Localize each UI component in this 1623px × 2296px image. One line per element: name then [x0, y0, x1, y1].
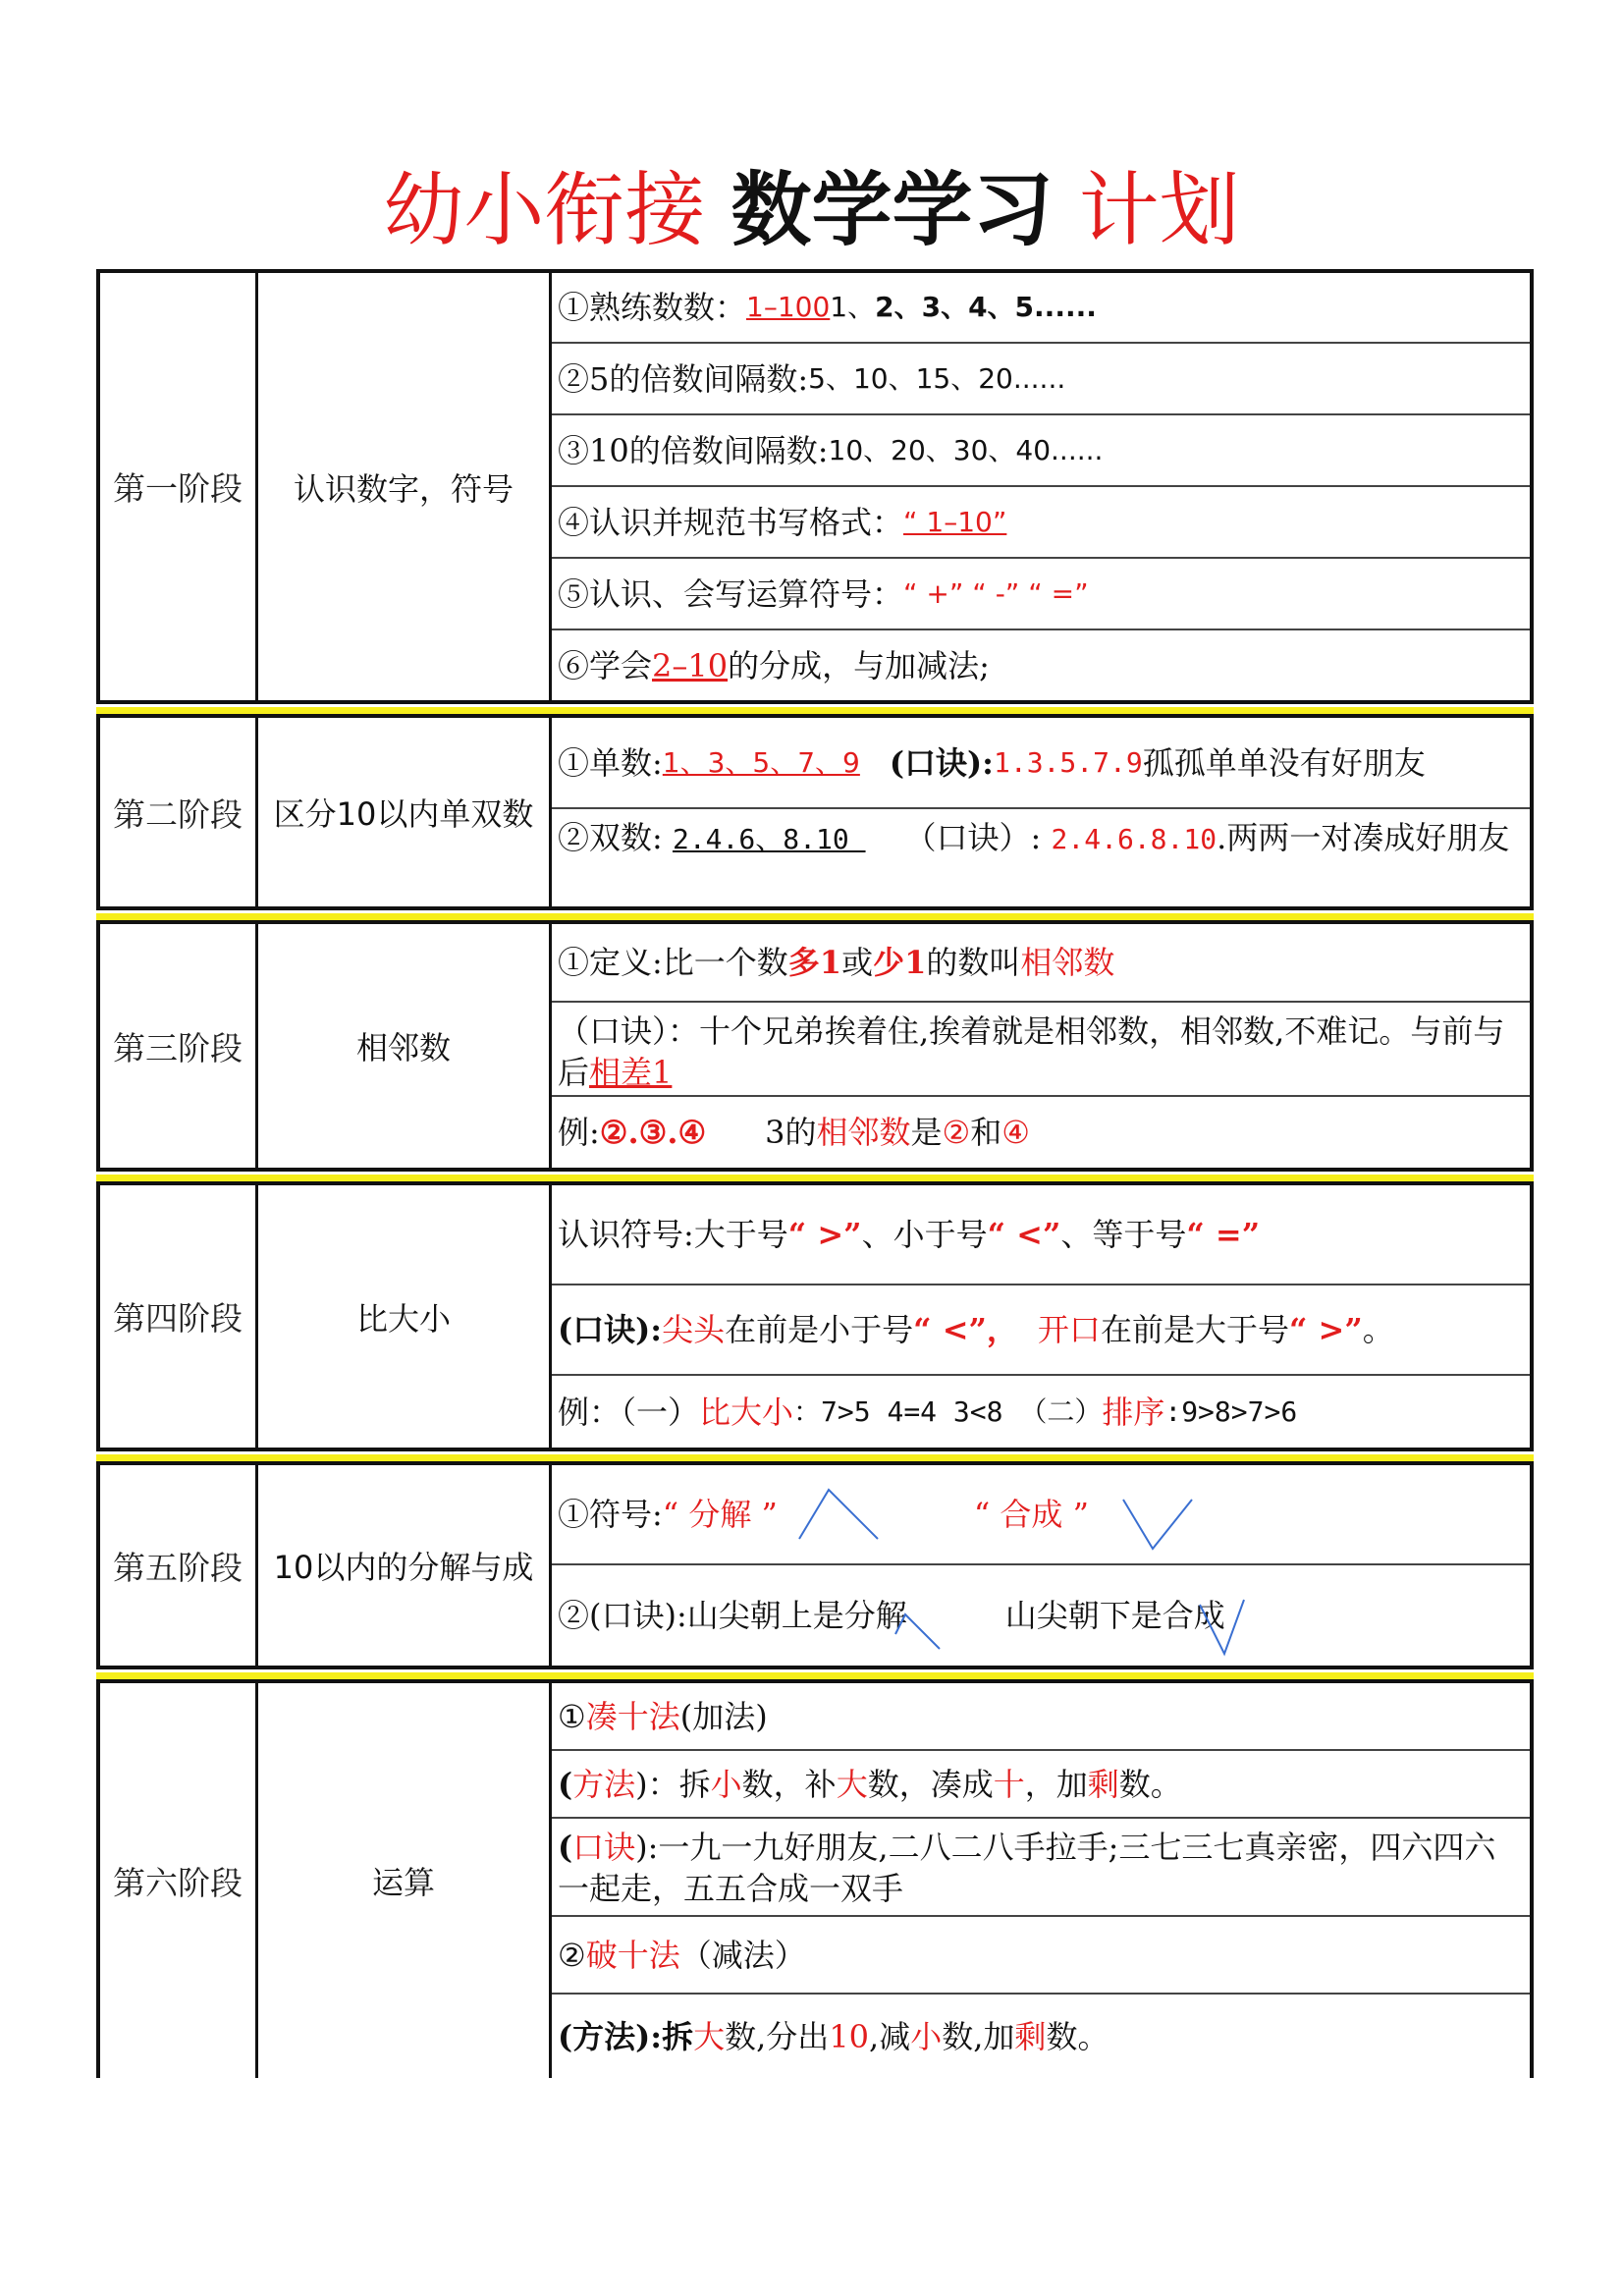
content-row: ①定义:比一个数 多1 或 少1 的数叫 相邻数 — [552, 924, 1530, 1003]
split-mark-icon — [799, 1485, 878, 1544]
merge-mark-icon — [1200, 1595, 1249, 1654]
stage-name: 第三阶段 — [100, 924, 258, 1168]
plan-table — [96, 269, 1534, 2078]
content-row: 例: ②.③.④ 3的 相邻数 是 ② 和 ④ — [558, 1114, 1030, 1151]
stage-name: 第四阶段 — [100, 1185, 258, 1448]
stage-topic: 认识数字，符号 — [258, 273, 552, 700]
content-row: (口诀): 尖头 在前是小于号 “ <”， 开口 在前是大于号 “ >” 。 — [552, 1285, 1530, 1376]
merge-mark-icon — [1123, 1495, 1192, 1554]
content-row: 例：（一） 比大小 ：7>5 4=4 3<8 （二） 排序 :9>8>7>6 — [558, 1393, 1298, 1431]
stage-topic: 相邻数 — [258, 924, 552, 1168]
page-title: 幼小衔接 数学学习 计划 — [383, 164, 1240, 257]
content-row: ⑥学会 2–10 的分成，与加减法; — [558, 646, 990, 684]
content-row: （口诀）：十个兄弟挨着住,挨着就是相邻数，相邻数,不难记。与前与后相差1 — [552, 1003, 1530, 1097]
content-row: ①单数: 1、3、5、7、9 (口诀): 1.3.5.7.9 孤孤单单没有好朋友 — [552, 718, 1530, 809]
content-row: ①符号: “ 分解 ” “ 合成 ” — [552, 1465, 1530, 1565]
content-row: ( 方法 )：拆 小 数，补 大 数，凑成 十 ，加 剩 数。 — [552, 1751, 1530, 1819]
content-row: ①熟练数数： 1–100 1、 2、3、4、5...... — [552, 273, 1530, 344]
content-row: (方法):拆 大 数,分出 10 ,减 小 数,加 剩 数。 — [558, 2017, 1109, 2055]
content-row: 认识符号:大于号 “ >” 、小于号 “ <” 、等于号 “ =” — [552, 1185, 1530, 1285]
content-row: ②(口诀):山尖朝上是分解 山尖朝下是合成 — [552, 1565, 1530, 1666]
stage-name: 第五阶段 — [100, 1465, 258, 1666]
stage-4 — [96, 1181, 1534, 1451]
stage-topic: 区分10以内单双数 — [258, 718, 552, 906]
stage-3 — [96, 920, 1534, 1172]
content-row: ② 破十法 （减法） — [552, 1917, 1530, 1995]
content-row: ③10的倍数间隔数: 10、20、30、40...... — [552, 415, 1530, 487]
content-row: ②双数: 2.4.6、8.10 （口诀）: 2.4.6.8.10.两两一对凑成好朋友 — [558, 819, 1510, 856]
stage-5 — [96, 1461, 1534, 1669]
stage-topic: 运算 — [258, 1683, 552, 2078]
stage-topic: 10以内的分解与成 — [258, 1465, 552, 1666]
stage-name: 第一阶段 — [100, 273, 258, 700]
content-row: ②5的倍数间隔数: 5、10、15、20...... — [552, 344, 1530, 415]
stage-2 — [96, 714, 1534, 910]
stage-name: 第六阶段 — [100, 1683, 258, 2078]
content-row: (口诀):一九一九好朋友,二八二八手拉手;三七三七真亲密，四六四六一起走，五五合成一双手 — [552, 1819, 1530, 1917]
content-row: ④认识并规范书写格式： “ 1–10” — [552, 487, 1530, 559]
split-mark-icon — [895, 1595, 945, 1654]
stage-6 — [96, 1679, 1534, 2078]
content-row: ① 凑十法 (加法) — [552, 1683, 1530, 1751]
stage-name: 第二阶段 — [100, 718, 258, 906]
stage-1 — [96, 269, 1534, 704]
stage-topic: 比大小 — [258, 1185, 552, 1448]
content-row: ⑤认识、会写运算符号： “ +” “ -” “ =” — [552, 559, 1530, 630]
